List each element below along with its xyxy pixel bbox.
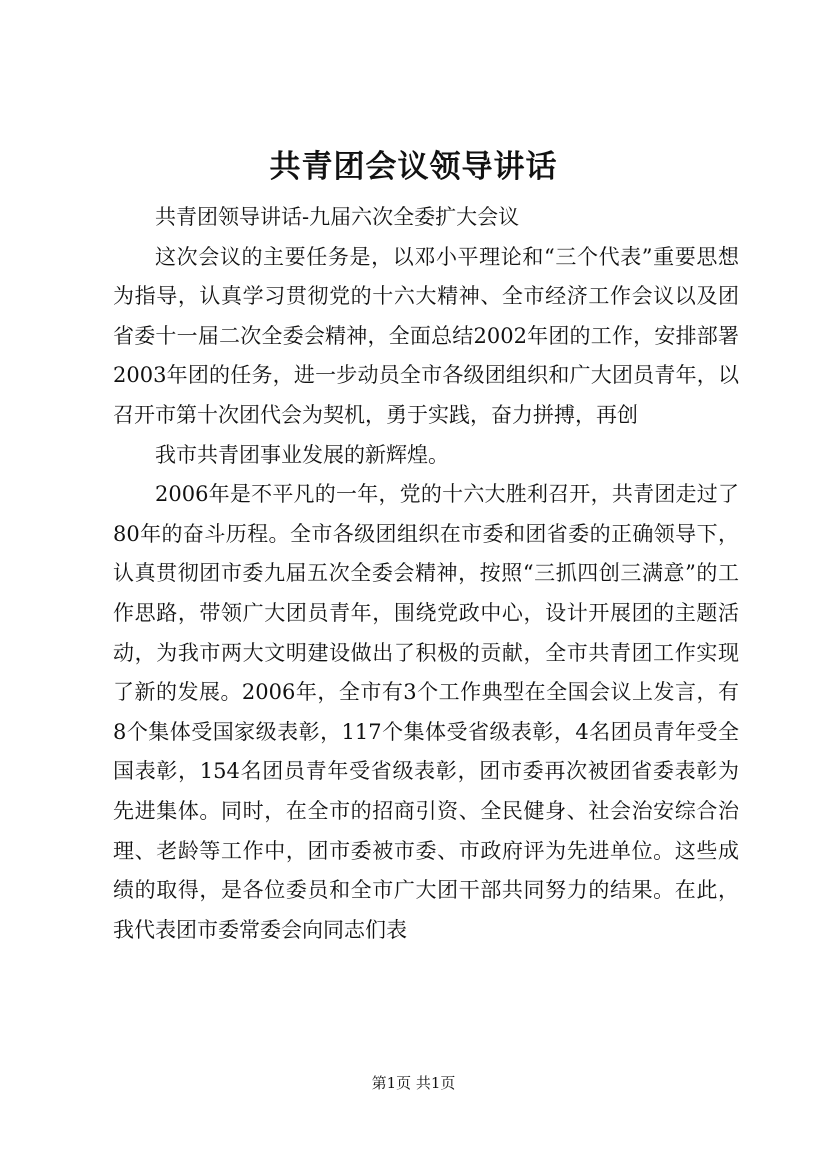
subtitle-paragraph: 共青团领导讲话-九届六次全委扩大会议: [155, 205, 520, 229]
page-footer: 第1页 共1页: [371, 1074, 456, 1092]
body-paragraph: 2006年是不平凡的一年，党的十六大胜利召开，共青团走过了80年的奋斗历程。全市各级团组织在市委和团省委的正确领导下，认真贯彻团市委九届五次全委会精神，按照“三抓四创三满意”的工作思路，带领广大团员青年，围绕党政中心，设计开展团的主题活动，为我市两大文明建设做出了积极的贡献，全市共青团工作实现了新的发展。2006年，全市有3个工作典型在全国会议上发言，有8个集体受国家级表彰，117个集体受省级表彰，4名团员青年受全国表彰，154名团员青年受省级表彰，团市委再次被团省委表彰为先进集体。同时，在全市的招商引资、全民健身、社会治安综合治理、老龄等工作中，团市委被市委、市政府评为先进单位。这些成绩的取得，是各位委员和全市广大团干部共同努力的结果。在此，我代表团市委常委会向同志们表: [113, 482, 739, 942]
document-body: [113, 198, 739, 950]
body-paragraph: 这次会议的主要任务是，以邓小平理论和“三个代表”重要思想为指导，认真学习贯彻党的十六大精神、全市经济工作会议以及团省委十一届二次全委会精神，全面总结2002年团的工作，安排部署2003年团的任务，进一步动员全市各级团组织和广大团员青年，以召开市第十次团代会为契机，勇于实践，奋力拼搏，再创: [113, 244, 739, 427]
body-paragraph: 我市共青团事业发展的新辉煌。: [155, 442, 449, 467]
document-title: 共青团会议领导讲话: [269, 149, 558, 185]
